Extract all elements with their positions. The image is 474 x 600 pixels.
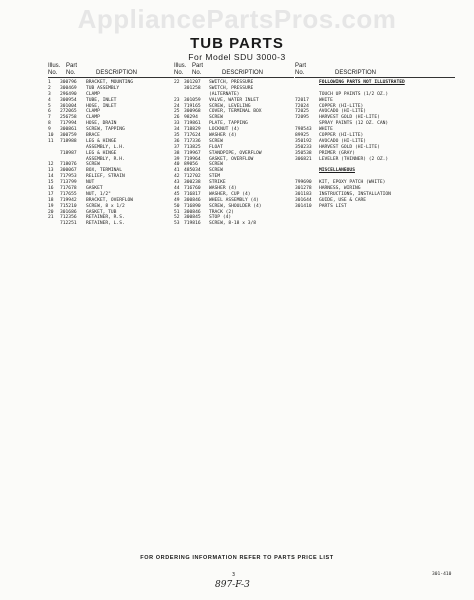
part-description: WASHER (4) <box>209 186 237 192</box>
watermark: AppliancePartsPros.com <box>77 4 397 34</box>
part-description: GASKET, OVERFLOW <box>209 156 254 162</box>
part-number: 716890 <box>184 203 201 209</box>
part-description: WASHER, CUP (4) <box>209 191 251 197</box>
part-number: 713825 <box>184 144 201 150</box>
part-description: SCREW <box>86 162 100 168</box>
part-description: SCREW <box>209 115 223 121</box>
part-description: WASHER (4) <box>209 133 237 139</box>
part-number: 715210 <box>60 203 77 209</box>
part-label: Part <box>66 63 78 69</box>
part-description: PLATE, TAPPING <box>209 121 248 127</box>
illus-number: 19 <box>48 203 54 209</box>
part-description: TUBE, INLET <box>86 97 117 103</box>
illus-number: 22 <box>174 80 180 85</box>
part-number: 717655 <box>60 191 77 197</box>
part-description: ASSEMBLY, L.H. <box>86 144 125 150</box>
part-description: WHITE <box>319 97 333 103</box>
illus-number: 20 <box>48 209 54 215</box>
part-number: 485034 <box>184 168 201 174</box>
part-number: 719967 <box>184 150 201 156</box>
part-description: AVOCADO (HI-LITE) <box>319 138 367 144</box>
part-number: 799690 <box>295 180 312 186</box>
illus-number: 41 <box>174 168 180 174</box>
part-description: COVER, TERMINAL BOX <box>209 109 262 115</box>
list-item <box>295 204 455 210</box>
handwritten-note: 897-F-3 <box>215 580 250 590</box>
part-description: PRIMER (GRAY) <box>319 150 355 156</box>
part-number: 256758 <box>60 115 77 121</box>
list-item <box>174 221 294 227</box>
parts-list <box>174 80 294 227</box>
parts-column-3 <box>295 63 455 210</box>
part-number: 719861 <box>184 121 201 127</box>
part-no-label: No. <box>295 70 305 76</box>
part-number: 301059 <box>184 97 201 103</box>
part-description: RETAINER, L.S. <box>86 221 125 227</box>
part-description: LEG & HINGE <box>86 150 117 156</box>
part-description: GASKET, TUB <box>86 209 117 215</box>
illus-number: 36 <box>174 138 180 144</box>
part-number: 300796 <box>60 80 77 85</box>
illus-label: Illus. <box>48 63 61 69</box>
part-number: 300845 <box>184 215 201 221</box>
illus-number: 15 <box>48 180 54 186</box>
part-description: WHITE <box>319 127 333 133</box>
illus-number: 34 <box>174 127 180 133</box>
part-description: RETAINER, R.S. <box>86 215 125 221</box>
column-header <box>48 63 193 78</box>
part-description: COPPER (HI-LITE) <box>319 133 364 139</box>
part-number: 300968 <box>184 109 201 115</box>
list-item <box>48 221 193 227</box>
illus-label: Illus. <box>174 63 187 69</box>
part-description: ASSEMBLY, R.H. <box>86 156 125 162</box>
part-description: NUT <box>86 180 95 186</box>
part-description: GASKET <box>86 186 103 192</box>
illus-number: 21 <box>48 215 54 221</box>
illus-number: 53 <box>174 221 180 227</box>
part-description: SCREW <box>209 168 223 174</box>
illus-number: 3 <box>48 91 51 97</box>
illus-number: 8 <box>48 121 51 127</box>
part-number: 713799 <box>60 180 77 186</box>
part-number: 798543 <box>295 127 312 133</box>
illus-number: 17 <box>48 191 54 197</box>
part-description: SCREW, LEVELING <box>209 103 251 109</box>
part-description: RELIEF, STRAIN <box>86 174 125 180</box>
part-number: 719964 <box>184 156 201 162</box>
part-number: 72017 <box>295 97 309 103</box>
part-description: (ALTERNATE) <box>209 91 240 97</box>
part-number: 301410 <box>295 203 312 209</box>
part-description: GUIDE, USE & CARE <box>319 197 367 203</box>
part-description: HARVEST GOLD (HI-LITE) <box>319 115 380 121</box>
part-number: 719165 <box>184 103 201 109</box>
part-no-label: No. <box>66 70 76 76</box>
part-number: 718988 <box>60 138 77 144</box>
part-number: 72024 <box>295 103 309 109</box>
ordering-note: FOR ORDERING INFORMATION REFER TO PARTS PRICE LIST <box>140 555 334 561</box>
part-number: 301207 <box>184 80 201 85</box>
part-description: TUB ASSEMBLY <box>86 85 120 91</box>
description-label: DESCRIPTION <box>96 70 138 76</box>
part-description: COPPER (HI-LITE) <box>319 103 364 109</box>
part-description: SPRAY PAINTS (12 OZ. CAN) <box>319 121 389 127</box>
part-number: 301258 <box>184 85 201 91</box>
part-number: 719942 <box>60 197 77 203</box>
column-header <box>174 63 294 78</box>
illus-number: 45 <box>174 191 180 197</box>
part-description: STOP (4) <box>209 215 232 221</box>
part-number: 717994 <box>60 121 77 127</box>
part-description: BRACE <box>86 133 100 139</box>
part-number: 300238 <box>184 180 201 186</box>
illus-number: 10 <box>48 133 54 139</box>
part-number: 718076 <box>60 162 77 168</box>
part-number: 300469 <box>60 85 77 91</box>
part-number: 89056 <box>184 162 198 168</box>
part-no-label: No. <box>192 70 202 76</box>
illus-number: 43 <box>174 180 180 186</box>
part-number: 72025 <box>295 109 309 115</box>
part-label: Part <box>192 63 204 69</box>
part-description: LEG & HINGE <box>86 138 117 144</box>
illus-number: 37 <box>174 144 180 150</box>
description-label: DESCRIPTION <box>222 70 264 76</box>
part-description: WHEEL ASSEMBLY (4) <box>209 197 259 203</box>
part-number: 712356 <box>60 215 77 221</box>
illus-number: 18 <box>48 197 54 203</box>
illus-number: 33 <box>174 121 180 127</box>
part-description: INSTRUCTIONS, INSTALLATION <box>319 191 391 197</box>
part-description: SCREW <box>209 138 223 144</box>
illus-number: 40 <box>174 162 180 168</box>
illus-number: 5 <box>48 103 51 109</box>
part-description: TRACK (2) <box>209 209 234 215</box>
parts-list <box>295 80 455 210</box>
illus-number: 2 <box>48 85 51 91</box>
part-description: LOCKNUT (4) <box>209 127 240 133</box>
illus-number: 39 <box>174 156 180 162</box>
model-subtitle: For Model SDU 3000-3 <box>188 52 286 62</box>
part-number: 350538 <box>295 150 312 156</box>
part-description: SCREW <box>209 162 223 168</box>
part-number: 301183 <box>295 191 312 197</box>
part-description: STANDPIPE, OVERFLOW <box>209 150 262 156</box>
part-description: BRACKET, MOUNTING <box>86 80 134 85</box>
part-description: SCREW, 8-18 x 3/8 <box>209 221 257 227</box>
part-description: SCREW, SHOULDER (4) <box>209 203 262 209</box>
part-description: CLAMP <box>86 91 100 97</box>
part-description: HOSE, DRAIN <box>86 121 117 127</box>
part-number: 716760 <box>184 186 201 192</box>
part-description: SWITCH, PRESSURE <box>209 85 254 91</box>
part-number: 718829 <box>184 127 201 133</box>
part-description: STRIKE <box>209 180 226 186</box>
part-description: BRACKET, OVERFLOW <box>86 197 134 203</box>
illus-number: 12 <box>48 162 54 168</box>
part-description: VALVE, WATER INLET <box>209 97 259 103</box>
description-label: DESCRIPTION <box>335 70 377 76</box>
part-number: 718987 <box>60 150 77 156</box>
no-label: No. <box>174 70 184 76</box>
part-description: PARTS LIST <box>319 203 347 209</box>
part-number: 272065 <box>60 109 77 115</box>
part-label: Part <box>295 63 307 69</box>
part-number: 719816 <box>184 221 201 227</box>
page-number: 3 <box>232 572 236 578</box>
illus-number: 24 <box>174 103 180 109</box>
part-number: 301686 <box>60 209 77 215</box>
column-header <box>295 63 455 78</box>
part-description: CLAMP <box>86 109 100 115</box>
part-number: 716817 <box>184 191 201 197</box>
part-description: SCREW, TAPPING <box>86 127 125 133</box>
parts-list <box>48 80 193 227</box>
part-description: SCREW, 8 x 1/2 <box>86 203 125 209</box>
part-number: 296490 <box>60 91 77 97</box>
illus-number: 1 <box>48 80 51 85</box>
part-description: FLOAT <box>209 144 223 150</box>
part-number: 717624 <box>184 133 201 139</box>
no-label: No. <box>48 70 58 76</box>
part-description: KIT, EPOXY PATCH (WHITE) <box>319 180 386 186</box>
illus-number: 35 <box>174 133 180 139</box>
illus-number: 52 <box>174 215 180 221</box>
part-number: 89925 <box>295 133 309 139</box>
part-number: 301644 <box>295 197 312 203</box>
part-number: 306821 <box>295 156 312 162</box>
part-number: 301004 <box>60 103 77 109</box>
illus-number: 50 <box>174 203 180 209</box>
part-number: 717678 <box>60 186 77 192</box>
part-description: SWITCH, PRESSURE <box>209 80 254 85</box>
part-description: FOLLOWING PARTS NOT ILLUSTRATED <box>319 80 405 85</box>
part-number: 300846 <box>184 197 201 203</box>
part-description: MISCELLANEOUS <box>319 168 355 174</box>
illus-number: 25 <box>174 109 180 115</box>
part-description: TOUCH UP PAINTS (1/2 OZ.) <box>319 91 389 97</box>
illus-number: 7 <box>48 115 51 121</box>
part-description: STEM <box>209 174 221 180</box>
part-description: CLAMP <box>86 115 100 121</box>
part-description: LEVELER (THINNER) (2 OZ.) <box>319 156 389 162</box>
illus-number: 6 <box>48 109 51 115</box>
illus-number: 14 <box>48 174 54 180</box>
part-number: 72095 <box>295 115 309 121</box>
part-number: 300861 <box>60 127 77 133</box>
part-description: NUT, 1/2" <box>86 191 111 197</box>
parts-column-2 <box>174 63 294 227</box>
part-number: 98294 <box>184 115 198 121</box>
part-description: HARNESS, WIRING <box>319 186 361 192</box>
part-description: HARVEST GOLD (HI-LITE) <box>319 144 380 150</box>
illus-number: 16 <box>48 186 54 192</box>
illus-number: 44 <box>174 186 180 192</box>
part-number: 350233 <box>295 144 312 150</box>
part-number: 350192 <box>295 138 312 144</box>
illus-number: 23 <box>174 97 180 103</box>
part-description: HOSE, INLET <box>86 103 117 109</box>
part-number: 300954 <box>60 97 77 103</box>
illus-number: 4 <box>48 97 51 103</box>
illus-number: 51 <box>174 209 180 215</box>
parts-column-1 <box>48 63 193 227</box>
illus-number: 38 <box>174 150 180 156</box>
part-number: 712702 <box>184 174 201 180</box>
part-number: 717336 <box>184 138 201 144</box>
part-number: 717953 <box>60 174 77 180</box>
part-number: 300759 <box>60 133 77 139</box>
illus-number: 49 <box>174 197 180 203</box>
illus-number: 26 <box>174 115 180 121</box>
illus-number: 11 <box>48 138 54 144</box>
illus-number: 13 <box>48 168 54 174</box>
part-number: 300846 <box>184 209 201 215</box>
page-title: TUB PARTS <box>190 35 284 52</box>
illus-number: 9 <box>48 127 51 133</box>
document-code: 301-410 <box>432 572 452 577</box>
part-number: 712251 <box>60 221 77 227</box>
part-description: AVOCADO (HI-LITE) <box>319 109 367 115</box>
illus-number: 42 <box>174 174 180 180</box>
part-description: BOX, TERMINAL <box>86 168 122 174</box>
part-number: 300067 <box>60 168 77 174</box>
part-number: 301278 <box>295 186 312 192</box>
